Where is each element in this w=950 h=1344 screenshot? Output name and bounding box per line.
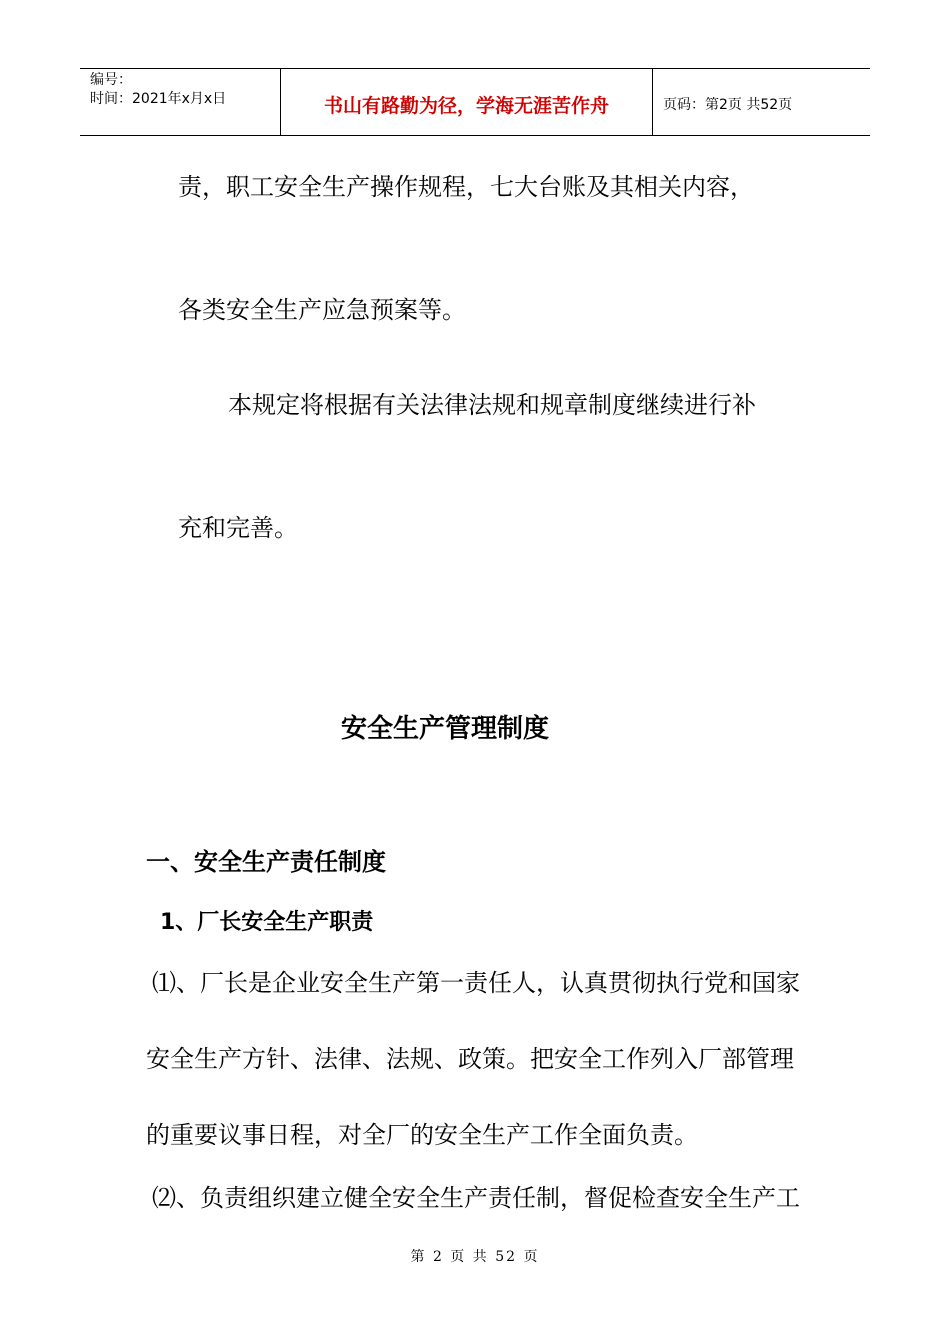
- subsection-heading: 1、厂长安全生产职责: [160, 910, 374, 935]
- section-heading: 一、安全生产责任制度: [146, 848, 386, 876]
- header-motto-cell: [281, 69, 653, 135]
- header-meta-cell: [80, 69, 281, 135]
- document-date-label: 时间：2021年x月x日: [90, 91, 227, 107]
- item-line: 的重要议事日程，对全厂的安全生产工作全面负责。: [146, 1121, 698, 1149]
- document-title: 安全生产管理制度: [340, 714, 549, 744]
- header-page-info: 页码：第2页 共52页: [663, 97, 793, 113]
- page-footer: 第 2 页 共 52 页: [410, 1249, 540, 1265]
- document-number-label: 编号：: [90, 72, 132, 88]
- item-line: 安全生产方针、法律、法规、政策。把安全工作列入厂部管理: [146, 1045, 794, 1073]
- header-motto: 书山有路勤为径，学海无涯苦作舟: [323, 95, 609, 117]
- paragraph-line: 责，职工安全生产操作规程，七大台账及其相关内容，: [178, 173, 754, 201]
- header-page-cell: [653, 69, 870, 135]
- item-line: ⑵、负责组织建立健全安全生产责任制，督促检查安全生产工: [152, 1184, 800, 1212]
- item-line: ⑴、厂长是企业安全生产第一责任人，认真贯彻执行党和国家: [152, 969, 800, 997]
- page-header: [80, 68, 870, 136]
- paragraph-line: 各类安全生产应急预案等。: [178, 296, 466, 324]
- paragraph-line: 充和完善。: [178, 514, 298, 542]
- paragraph-line: 本规定将根据有关法律法规和规章制度继续进行补: [228, 391, 756, 419]
